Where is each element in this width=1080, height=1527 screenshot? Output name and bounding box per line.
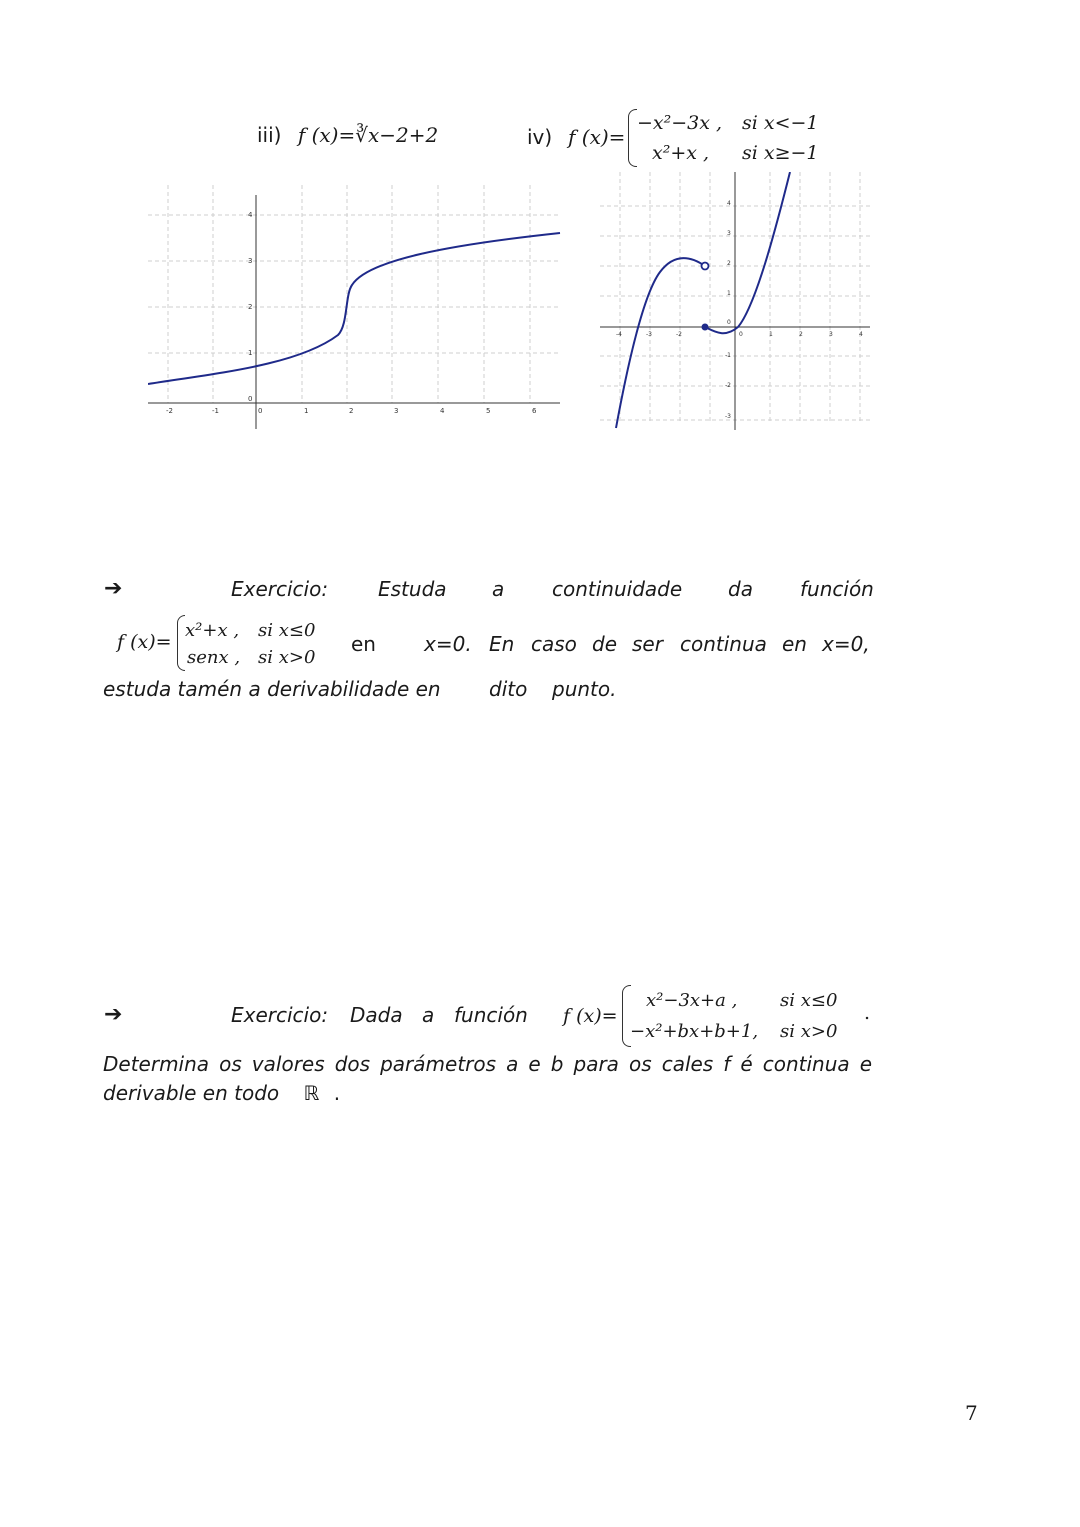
graph3-ytick: 2 bbox=[248, 303, 253, 311]
exercise2-line3-end: . bbox=[333, 1081, 341, 1105]
graph4-xtick: 2 bbox=[799, 331, 803, 338]
graph4-ytick: -3 bbox=[725, 413, 731, 420]
exercise2-word: Dada bbox=[350, 1003, 403, 1027]
exercise1-word: da bbox=[728, 577, 753, 601]
exercise1-line2-word: ser bbox=[632, 632, 663, 656]
graph3-ytick: 1 bbox=[248, 349, 253, 357]
graph3-y-ticks bbox=[248, 211, 253, 403]
exercise1-line3: estuda tamén a derivabilidade en bbox=[103, 677, 441, 701]
graph4-case1-expr: −x²−3x , bbox=[637, 112, 723, 134]
exercise1-line2-word: de bbox=[592, 632, 617, 656]
exercise1-line2-word: x=0. bbox=[424, 632, 472, 656]
graph4-closed-point bbox=[702, 324, 709, 331]
graph4-ytick: -1 bbox=[725, 352, 731, 359]
exercise2-word: a bbox=[422, 1003, 435, 1027]
exercise1-line3-punto: punto. bbox=[552, 677, 617, 701]
graph4-brace bbox=[628, 109, 637, 167]
graph4-ytick: 1 bbox=[727, 290, 731, 297]
exercise1-case2-cond: si x>0 bbox=[258, 647, 316, 668]
graph3-xtick: 6 bbox=[532, 407, 537, 415]
graph4-plot bbox=[600, 172, 872, 430]
graph3-heading bbox=[257, 123, 438, 147]
graph3-ytick: 0 bbox=[248, 395, 253, 403]
graph3-x-ticks bbox=[166, 407, 537, 415]
graph4-case1-cond: si x<−1 bbox=[742, 112, 819, 134]
exercise1-case1-cond: si x≤0 bbox=[258, 620, 316, 641]
graph4-ytick: 0 bbox=[727, 319, 731, 326]
graph4-curve-left bbox=[616, 258, 705, 428]
exercise1-line3-dito: dito bbox=[489, 677, 528, 701]
graph4-xtick: 3 bbox=[829, 331, 833, 338]
graph3-curve bbox=[148, 233, 560, 384]
exercise2-line3 bbox=[103, 1081, 340, 1105]
graph4-ytick: -2 bbox=[725, 382, 731, 389]
graph4-xtick: -3 bbox=[646, 331, 652, 338]
graph3-xtick: 1 bbox=[304, 407, 309, 415]
exercise1-line2-word: continua bbox=[680, 632, 767, 656]
graph4-curve-right bbox=[705, 172, 790, 333]
exercise1-line2-word: x=0, bbox=[822, 632, 870, 656]
graph4-case2-expr: x²+x , bbox=[652, 142, 710, 164]
exercise1-case1-expr: x²+x , bbox=[185, 620, 240, 641]
exercise1-brace bbox=[177, 615, 185, 671]
exercise2-line3-text: derivable en todo bbox=[103, 1081, 280, 1105]
graph4-xtick: 0 bbox=[739, 331, 743, 338]
graph3-xtick: 0 bbox=[258, 407, 263, 415]
page-number: 7 bbox=[965, 1401, 978, 1425]
exercise1-word: función bbox=[800, 577, 874, 601]
real-numbers-symbol: ℝ bbox=[303, 1081, 320, 1105]
exercise2-case2-cond: si x>0 bbox=[780, 1021, 838, 1042]
exercise2-case2-expr: −x²+bx+b+1, bbox=[630, 1021, 759, 1042]
exercise1-line2-word: en bbox=[782, 632, 807, 656]
graph3-plot bbox=[148, 185, 563, 430]
exercise1-word: continuidade bbox=[552, 577, 683, 601]
graph3-xtick: -2 bbox=[166, 407, 173, 415]
graph4-label: iv) bbox=[527, 125, 553, 149]
graph3-xtick: 5 bbox=[486, 407, 491, 415]
exercise1-arrow: ➔ bbox=[104, 576, 123, 601]
graph3-xtick: -1 bbox=[212, 407, 219, 415]
exercise1-case2-expr: senx , bbox=[187, 647, 241, 668]
exercise2-word: función bbox=[454, 1003, 528, 1027]
graph3-axes bbox=[148, 195, 560, 429]
graph4-ytick: 4 bbox=[727, 200, 731, 207]
graph3-xtick: 2 bbox=[349, 407, 354, 415]
exercise1-word: a bbox=[492, 577, 505, 601]
exercise1-en: en bbox=[351, 632, 376, 656]
exercise2-fx: f (x)= bbox=[563, 1005, 618, 1027]
graph4-xtick: 4 bbox=[859, 331, 863, 338]
graph4-xtick: -2 bbox=[676, 331, 682, 338]
exercise2-word: Exercicio: bbox=[231, 1003, 329, 1027]
graph3-ytick: 4 bbox=[248, 211, 253, 219]
graph4-open-point bbox=[702, 263, 709, 270]
exercise1-line2-word: caso bbox=[531, 632, 577, 656]
graph4-ytick: 2 bbox=[727, 260, 731, 267]
graph3-grid bbox=[148, 185, 560, 403]
graph3-label: iii) bbox=[257, 123, 282, 147]
exercise1-fx: f (x)= bbox=[117, 631, 172, 653]
exercise2-case1-expr: x²−3x+a , bbox=[646, 990, 738, 1011]
exercise2-arrow: ➔ bbox=[104, 1002, 123, 1027]
graph4-xtick: 1 bbox=[769, 331, 773, 338]
graph3-formula: f (x)=∛x−2+2 bbox=[297, 123, 439, 147]
exercise1-word: Exercicio: bbox=[231, 577, 329, 601]
exercise2-dot: . bbox=[864, 1002, 871, 1024]
exercise2-line2: Determina os valores dos parámetros a e b para os cales f é continua e bbox=[103, 1052, 872, 1076]
exercise1-word: Estuda bbox=[378, 577, 447, 601]
exercise2-case1-cond: si x≤0 bbox=[780, 990, 838, 1011]
graph4-xtick: -4 bbox=[616, 331, 622, 338]
graph4-fx: f (x)= bbox=[568, 125, 626, 149]
exercise1-line2-word: En bbox=[489, 632, 515, 656]
graph4-x-ticks bbox=[616, 331, 863, 338]
graph3-xtick: 3 bbox=[394, 407, 399, 415]
graph3-xtick: 4 bbox=[440, 407, 445, 415]
graph4-ytick: 3 bbox=[727, 230, 731, 237]
graph3-ytick: 3 bbox=[248, 257, 253, 265]
graph4-case2-cond: si x≥−1 bbox=[742, 142, 819, 164]
graph4-y-ticks bbox=[725, 200, 731, 420]
